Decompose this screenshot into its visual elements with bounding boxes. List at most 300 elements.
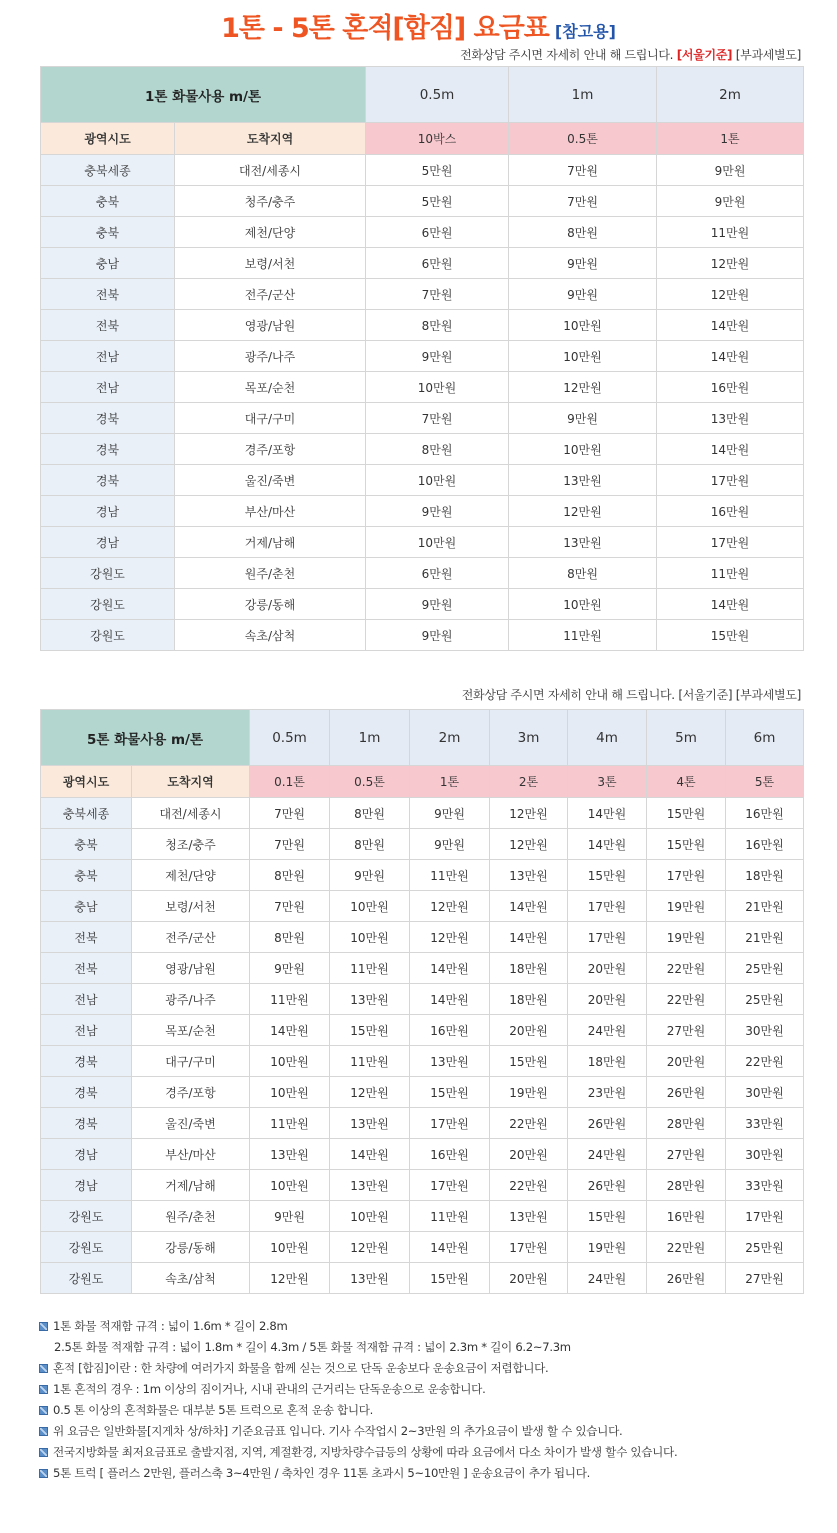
- region-cell: 경남: [41, 1139, 132, 1170]
- note-text: 위 요금은 일반화물[지게차 상/하차] 기준요금표 입니다. 기사 수작업시 2~3만원 의 추가요금이 발생 할 수 있습니다.: [53, 1424, 623, 1438]
- price-cell: 10만원: [366, 527, 509, 558]
- notes-list: [39, 1316, 829, 1484]
- price-cell: 9만원: [250, 953, 330, 984]
- price-cell: 21만원: [726, 922, 804, 953]
- price-cell: 20만원: [647, 1046, 726, 1077]
- table-row: [41, 403, 804, 434]
- price-cell: 17만원: [726, 1201, 804, 1232]
- price-cell: 8만원: [330, 798, 410, 829]
- price-cell: 15만원: [657, 620, 804, 651]
- price-cell: 11만원: [657, 217, 804, 248]
- destination-cell: 거제/남해: [175, 527, 366, 558]
- table-row: [41, 434, 804, 465]
- contact-note-1: [460, 46, 801, 63]
- region-cell: 경북: [41, 1046, 132, 1077]
- destination-cell: 대전/세종시: [175, 155, 366, 186]
- table-row: [41, 248, 804, 279]
- region-cell: 전북: [41, 310, 175, 341]
- note-text: 2.5톤 화물 적재함 규격 : 넓이 1.8m * 길이 4.3m / 5톤 화물 적재함 규격 : 넓이 2.3m * 길이 6.2~7.3m: [54, 1340, 571, 1354]
- note-line: [39, 1442, 829, 1463]
- price-cell: 12만원: [250, 1263, 330, 1294]
- destination-cell: 속초/삼척: [132, 1263, 250, 1294]
- destination-cell: 영광/남원: [132, 953, 250, 984]
- price-cell: 26만원: [647, 1263, 726, 1294]
- table-row: [41, 589, 804, 620]
- price-cell: 13만원: [330, 1263, 410, 1294]
- price-cell: 12만원: [657, 248, 804, 279]
- table-row: [41, 620, 804, 651]
- table-row: [41, 1263, 804, 1294]
- price-cell: 24만원: [568, 1139, 647, 1170]
- bullet-square-icon: [39, 1448, 48, 1457]
- bullet-square-icon: [39, 1469, 48, 1478]
- price-cell: 27만원: [726, 1263, 804, 1294]
- destination-cell: 대구/구미: [175, 403, 366, 434]
- tonnage-cell: 1톤: [657, 123, 804, 155]
- price-cell: 16만원: [657, 372, 804, 403]
- page-title: [0, 6, 837, 45]
- price-cell: 12만원: [657, 279, 804, 310]
- price-cell: 14만원: [568, 829, 647, 860]
- price-cell: 10만원: [330, 891, 410, 922]
- price-cell: 11만원: [509, 620, 657, 651]
- price-cell: 27만원: [647, 1015, 726, 1046]
- price-cell: 21만원: [726, 891, 804, 922]
- note-text: 1톤 화물 적재함 규격 : 넓이 1.6m * 길이 2.8m: [53, 1319, 288, 1333]
- price-cell: 13만원: [490, 1201, 568, 1232]
- destination-column-label: 도착지역: [132, 766, 250, 798]
- price-cell: 17만원: [410, 1108, 490, 1139]
- price-cell: 17만원: [647, 860, 726, 891]
- price-cell: 15만원: [568, 860, 647, 891]
- note-text: 0.5 톤 이상의 혼적화물은 대부분 5톤 트럭으로 혼적 운송 합니다.: [53, 1403, 374, 1417]
- price-cell: 27만원: [647, 1139, 726, 1170]
- price-cell: 10만원: [330, 922, 410, 953]
- destination-cell: 전주/군산: [132, 922, 250, 953]
- destination-cell: 거제/남해: [132, 1170, 250, 1201]
- region-cell: 강원도: [41, 1201, 132, 1232]
- note-line: [39, 1316, 829, 1337]
- price-cell: 9만원: [366, 620, 509, 651]
- price-cell: 16만원: [726, 798, 804, 829]
- price-cell: 10만원: [509, 341, 657, 372]
- title-reference-tag: [참고용]: [554, 22, 616, 41]
- price-cell: 22만원: [647, 1232, 726, 1263]
- price-cell: 10만원: [366, 372, 509, 403]
- size-header-row: [41, 710, 804, 766]
- destination-cell: 보령/서천: [132, 891, 250, 922]
- price-cell: 22만원: [490, 1170, 568, 1201]
- note-line: [39, 1337, 829, 1358]
- table-row: [41, 922, 804, 953]
- tonnage-cell: 10박스: [366, 123, 509, 155]
- price-cell: 7만원: [509, 155, 657, 186]
- price-cell: 18만원: [568, 1046, 647, 1077]
- price-cell: 7만원: [250, 891, 330, 922]
- tonnage-cell: 3톤: [568, 766, 647, 798]
- price-cell: 13만원: [657, 403, 804, 434]
- price-cell: 14만원: [657, 434, 804, 465]
- price-cell: 16만원: [657, 496, 804, 527]
- price-cell: 30만원: [726, 1139, 804, 1170]
- table-row: [41, 558, 804, 589]
- price-cell: 17만원: [410, 1170, 490, 1201]
- price-cell: 8만원: [509, 217, 657, 248]
- destination-cell: 제천/단양: [175, 217, 366, 248]
- size-header-row: [41, 67, 804, 123]
- note-text: 전국지방화물 최저요금표로 출발지점, 지역, 계절환경, 지방차량수급등의 상황에 따라 요금에서 다소 차이가 발생 할수 있습니다.: [53, 1445, 678, 1459]
- price-cell: 8만원: [509, 558, 657, 589]
- note-text: 1톤 혼적의 경우 : 1m 이상의 짐이거나, 시내 관내의 근거리는 단독운송으로 운송합니다.: [53, 1382, 486, 1396]
- table-row: [41, 1077, 804, 1108]
- price-cell: 14만원: [657, 589, 804, 620]
- region-cell: 경북: [41, 403, 175, 434]
- size-header-cell: 0.5m: [250, 710, 330, 766]
- price-cell: 17만원: [490, 1232, 568, 1263]
- bullet-square-icon: [39, 1385, 48, 1394]
- region-cell: 전북: [41, 922, 132, 953]
- price-cell: 13만원: [330, 1108, 410, 1139]
- destination-cell: 울진/죽변: [175, 465, 366, 496]
- price-cell: 11만원: [410, 860, 490, 891]
- price-cell: 26만원: [568, 1108, 647, 1139]
- region-cell: 전북: [41, 953, 132, 984]
- tonnage-cell: 2톤: [490, 766, 568, 798]
- region-column-label: 광역시도: [41, 766, 132, 798]
- table-row: [41, 186, 804, 217]
- table-row: [41, 155, 804, 186]
- region-cell: 경북: [41, 1077, 132, 1108]
- size-header-cell: 1m: [509, 67, 657, 123]
- price-cell: 10만원: [509, 310, 657, 341]
- price-cell: 15만원: [647, 798, 726, 829]
- price-cell: 26만원: [568, 1170, 647, 1201]
- price-cell: 13만원: [250, 1139, 330, 1170]
- price-cell: 10만원: [509, 589, 657, 620]
- price-cell: 12만원: [509, 372, 657, 403]
- size-header-cell: 4m: [568, 710, 647, 766]
- table-header-title: 1톤 화물사용 m/톤: [41, 67, 366, 123]
- price-cell: 19만원: [647, 891, 726, 922]
- five-ton-rate-table: [40, 709, 804, 1294]
- table-row: [41, 1046, 804, 1077]
- price-cell: 15만원: [647, 829, 726, 860]
- region-cell: 경남: [41, 1170, 132, 1201]
- vat-label: [부과세별도]: [732, 48, 801, 62]
- price-cell: 14만원: [410, 953, 490, 984]
- destination-cell: 보령/서천: [175, 248, 366, 279]
- region-cell: 강원도: [41, 1263, 132, 1294]
- title-main: 1톤 - 5톤 혼적[합짐] 요금표: [221, 13, 549, 44]
- tonnage-cell: 0.1톤: [250, 766, 330, 798]
- destination-column-label: 도착지역: [175, 123, 366, 155]
- destination-cell: 원주/춘천: [175, 558, 366, 589]
- region-cell: 강원도: [41, 558, 175, 589]
- table-row: [41, 1108, 804, 1139]
- region-cell: 전남: [41, 372, 175, 403]
- price-cell: 6만원: [366, 217, 509, 248]
- price-cell: 18만원: [726, 860, 804, 891]
- price-cell: 9만원: [509, 403, 657, 434]
- price-cell: 20만원: [568, 953, 647, 984]
- price-cell: 10만원: [330, 1201, 410, 1232]
- tonnage-cell: 4톤: [647, 766, 726, 798]
- price-cell: 14만원: [657, 341, 804, 372]
- price-cell: 13만원: [490, 860, 568, 891]
- price-cell: 11만원: [410, 1201, 490, 1232]
- destination-cell: 대구/구미: [132, 1046, 250, 1077]
- price-cell: 7만원: [250, 798, 330, 829]
- price-cell: 8만원: [366, 310, 509, 341]
- price-cell: 9만원: [509, 279, 657, 310]
- contact-note-2: 전화상담 주시면 자세히 안내 해 드립니다. [서울기준] [부과세별도]: [461, 688, 801, 702]
- price-cell: 28만원: [647, 1108, 726, 1139]
- price-cell: 24만원: [568, 1015, 647, 1046]
- price-cell: 11만원: [330, 1046, 410, 1077]
- size-header-cell: 2m: [657, 67, 804, 123]
- bullet-square-icon: [39, 1406, 48, 1415]
- table-row: [41, 798, 804, 829]
- price-cell: 5만원: [366, 155, 509, 186]
- tonnage-header-row: [41, 766, 804, 798]
- region-column-label: 광역시도: [41, 123, 175, 155]
- price-cell: 8만원: [330, 829, 410, 860]
- price-cell: 20만원: [568, 984, 647, 1015]
- price-cell: 14만원: [410, 1232, 490, 1263]
- region-cell: 강원도: [41, 1232, 132, 1263]
- price-cell: 9만원: [366, 589, 509, 620]
- price-cell: 11만원: [250, 984, 330, 1015]
- price-cell: 19만원: [568, 1232, 647, 1263]
- size-header-cell: 5m: [647, 710, 726, 766]
- price-cell: 9만원: [657, 155, 804, 186]
- price-cell: 10만원: [250, 1170, 330, 1201]
- price-cell: 22만원: [647, 984, 726, 1015]
- price-cell: 5만원: [366, 186, 509, 217]
- bullet-square-icon: [39, 1322, 48, 1331]
- price-cell: 9만원: [410, 829, 490, 860]
- price-cell: 15만원: [410, 1263, 490, 1294]
- note-text: 혼적 [합짐]이란 : 한 차량에 여러가지 화물을 함께 싣는 것으로 단독 운송보다 운송요금이 저렴합니다.: [53, 1361, 549, 1375]
- price-cell: 14만원: [657, 310, 804, 341]
- destination-cell: 강릉/동해: [132, 1232, 250, 1263]
- price-cell: 25만원: [726, 1232, 804, 1263]
- destination-cell: 청주/충주: [175, 186, 366, 217]
- price-cell: 17만원: [568, 922, 647, 953]
- table-row: [41, 953, 804, 984]
- price-cell: 25만원: [726, 984, 804, 1015]
- price-cell: 13만원: [509, 527, 657, 558]
- destination-cell: 광주/나주: [132, 984, 250, 1015]
- table-row: [41, 279, 804, 310]
- price-cell: 9만원: [366, 496, 509, 527]
- note-line: [39, 1379, 829, 1400]
- price-cell: 12만원: [330, 1232, 410, 1263]
- price-cell: 10만원: [250, 1046, 330, 1077]
- table-row: [41, 217, 804, 248]
- destination-cell: 목포/순천: [175, 372, 366, 403]
- price-cell: 16만원: [726, 829, 804, 860]
- price-cell: 23만원: [568, 1077, 647, 1108]
- destination-cell: 목포/순천: [132, 1015, 250, 1046]
- price-cell: 30만원: [726, 1015, 804, 1046]
- price-cell: 14만원: [410, 984, 490, 1015]
- table-header-title: 5톤 화물사용 m/톤: [41, 710, 250, 766]
- region-cell: 전북: [41, 279, 175, 310]
- note-line: [39, 1358, 829, 1379]
- note-line: [39, 1463, 829, 1484]
- contact-note-text: 전화상담 주시면 자세히 안내 해 드립니다.: [460, 48, 677, 62]
- price-cell: 28만원: [647, 1170, 726, 1201]
- region-cell: 충북세종: [41, 155, 175, 186]
- price-cell: 14만원: [330, 1139, 410, 1170]
- price-cell: 20만원: [490, 1263, 568, 1294]
- size-header-cell: 3m: [490, 710, 568, 766]
- tonnage-header-row: [41, 123, 804, 155]
- table-row: [41, 1201, 804, 1232]
- price-cell: 9만원: [509, 248, 657, 279]
- table-row: [41, 1139, 804, 1170]
- table-row: [41, 1232, 804, 1263]
- tonnage-cell: 0.5톤: [509, 123, 657, 155]
- region-cell: 전남: [41, 984, 132, 1015]
- price-cell: 10만원: [250, 1077, 330, 1108]
- size-header-cell: 0.5m: [366, 67, 509, 123]
- bullet-square-icon: [39, 1427, 48, 1436]
- price-cell: 15만원: [490, 1046, 568, 1077]
- price-cell: 8만원: [366, 434, 509, 465]
- destination-cell: 대전/세종시: [132, 798, 250, 829]
- table-row: [41, 829, 804, 860]
- price-cell: 17만원: [657, 465, 804, 496]
- price-cell: 9만원: [250, 1201, 330, 1232]
- destination-cell: 제천/단양: [132, 860, 250, 891]
- table-row: [41, 860, 804, 891]
- price-cell: 15만원: [410, 1077, 490, 1108]
- price-cell: 17만원: [568, 891, 647, 922]
- region-cell: 강원도: [41, 620, 175, 651]
- region-cell: 경북: [41, 465, 175, 496]
- price-cell: 12만원: [509, 496, 657, 527]
- price-cell: 12만원: [490, 829, 568, 860]
- tonnage-cell: 5톤: [726, 766, 804, 798]
- price-cell: 10만원: [509, 434, 657, 465]
- destination-cell: 속초/삼척: [175, 620, 366, 651]
- bullet-square-icon: [39, 1364, 48, 1373]
- price-cell: 22만원: [726, 1046, 804, 1077]
- price-cell: 9만원: [657, 186, 804, 217]
- price-cell: 19만원: [490, 1077, 568, 1108]
- price-cell: 16만원: [647, 1201, 726, 1232]
- price-cell: 16만원: [410, 1139, 490, 1170]
- price-cell: 13만원: [509, 465, 657, 496]
- size-header-cell: 2m: [410, 710, 490, 766]
- tonnage-cell: 1톤: [410, 766, 490, 798]
- region-cell: 경북: [41, 1108, 132, 1139]
- price-cell: 18만원: [490, 953, 568, 984]
- destination-cell: 부산/마산: [132, 1139, 250, 1170]
- price-cell: 9만원: [410, 798, 490, 829]
- price-cell: 17만원: [657, 527, 804, 558]
- price-cell: 15만원: [568, 1201, 647, 1232]
- price-cell: 7만원: [366, 279, 509, 310]
- table-row: [41, 891, 804, 922]
- price-cell: 6만원: [366, 248, 509, 279]
- destination-cell: 광주/나주: [175, 341, 366, 372]
- size-header-cell: 1m: [330, 710, 410, 766]
- table-row: [41, 465, 804, 496]
- destination-cell: 경주/포항: [175, 434, 366, 465]
- size-header-cell: 6m: [726, 710, 804, 766]
- price-cell: 13만원: [330, 984, 410, 1015]
- region-cell: 전남: [41, 341, 175, 372]
- price-cell: 19만원: [647, 922, 726, 953]
- seoul-basis-label: [서울기준]: [676, 48, 733, 62]
- region-cell: 경북: [41, 434, 175, 465]
- table-row: [41, 341, 804, 372]
- price-cell: 13만원: [330, 1170, 410, 1201]
- price-cell: 9만원: [330, 860, 410, 891]
- table-row: [41, 1170, 804, 1201]
- price-cell: 14만원: [568, 798, 647, 829]
- price-cell: 14만원: [490, 922, 568, 953]
- table-row: [41, 372, 804, 403]
- price-cell: 20만원: [490, 1015, 568, 1046]
- price-cell: 30만원: [726, 1077, 804, 1108]
- destination-cell: 청조/충주: [132, 829, 250, 860]
- region-cell: 충북: [41, 186, 175, 217]
- note-line: [39, 1400, 829, 1421]
- tonnage-cell: 0.5톤: [330, 766, 410, 798]
- price-cell: 16만원: [410, 1015, 490, 1046]
- price-cell: 33만원: [726, 1170, 804, 1201]
- price-cell: 12만원: [490, 798, 568, 829]
- price-cell: 20만원: [490, 1139, 568, 1170]
- price-cell: 25만원: [726, 953, 804, 984]
- destination-cell: 원주/춘천: [132, 1201, 250, 1232]
- price-cell: 10만원: [250, 1232, 330, 1263]
- price-cell: 14만원: [490, 891, 568, 922]
- table-row: [41, 1015, 804, 1046]
- price-cell: 7만원: [366, 403, 509, 434]
- region-cell: 충북: [41, 860, 132, 891]
- note-line: [39, 1421, 829, 1442]
- price-cell: 22만원: [490, 1108, 568, 1139]
- destination-cell: 전주/군산: [175, 279, 366, 310]
- region-cell: 경남: [41, 496, 175, 527]
- destination-cell: 강릉/동해: [175, 589, 366, 620]
- destination-cell: 부산/마산: [175, 496, 366, 527]
- region-cell: 충북세종: [41, 798, 132, 829]
- one-ton-rate-table: [40, 66, 804, 651]
- destination-cell: 영광/남원: [175, 310, 366, 341]
- price-cell: 12만원: [410, 922, 490, 953]
- destination-cell: 울진/죽변: [132, 1108, 250, 1139]
- price-cell: 11만원: [330, 953, 410, 984]
- table-row: [41, 496, 804, 527]
- price-cell: 18만원: [490, 984, 568, 1015]
- price-cell: 13만원: [410, 1046, 490, 1077]
- price-cell: 15만원: [330, 1015, 410, 1046]
- table-row: [41, 984, 804, 1015]
- region-cell: 충북: [41, 217, 175, 248]
- price-cell: 12만원: [330, 1077, 410, 1108]
- price-cell: 9만원: [366, 341, 509, 372]
- price-cell: 33만원: [726, 1108, 804, 1139]
- region-cell: 충북: [41, 829, 132, 860]
- region-cell: 충남: [41, 248, 175, 279]
- price-cell: 11만원: [657, 558, 804, 589]
